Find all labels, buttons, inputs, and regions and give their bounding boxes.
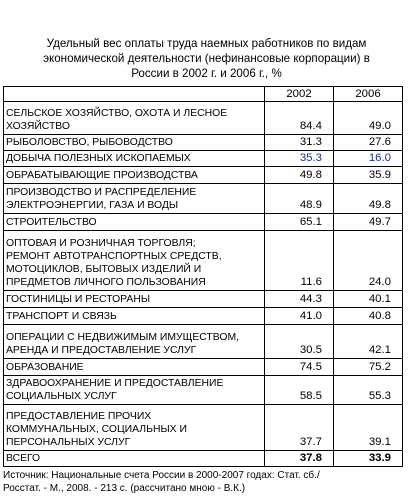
table-row <box>4 405 403 451</box>
value-text: 49.8 <box>368 199 391 211</box>
row-label-line: ОБРАЗОВАНИЕ <box>6 362 84 373</box>
table-row <box>4 376 403 405</box>
value-text: 74.5 <box>299 361 322 373</box>
table-row <box>4 308 403 325</box>
value-text: 31.3 <box>299 136 322 148</box>
total-row <box>4 451 403 467</box>
value-2006 <box>334 102 403 135</box>
value-2006 <box>334 451 403 467</box>
value-2002 <box>265 167 334 184</box>
row-label-line: ОПЕРАЦИИ С НЕДВИЖИМЫМ ИМУЩЕСТВОМ, <box>6 332 239 343</box>
value-2006 <box>334 231 403 291</box>
value-2002 <box>265 184 334 214</box>
value-text: 49.8 <box>299 169 322 181</box>
row-label-line: ЭЛЕКТРОЭНЕРГИИ, ГАЗА И ВОДЫ <box>6 200 179 211</box>
value-text: 75.2 <box>368 361 391 373</box>
title-line: России в 2002 г. и 2006 г., % <box>131 67 282 80</box>
row-label-line: ВСЕГО <box>6 453 41 464</box>
table-row <box>4 102 403 135</box>
value-2006 <box>334 325 403 359</box>
table-row <box>4 325 403 359</box>
value-2006 <box>334 167 403 184</box>
value-2002 <box>265 231 334 291</box>
value-text: 24.0 <box>368 276 391 288</box>
row-label-line: ПРЕДОСТАВЛЕНИЕ ПРОЧИХ <box>6 411 152 422</box>
row-label-line: КОММУНАЛЬНЫХ, СОЦИАЛЬНЫХ И <box>6 424 187 435</box>
column-header-2002: 2002 <box>265 87 334 102</box>
row-label-line: РЕМОНТ АВТОТРАНСПОРТНЫХ СРЕДСТВ, <box>6 251 222 262</box>
title-line: Удельный вес оплаты труда наемных работников по видам <box>46 37 367 50</box>
row-label <box>4 167 265 184</box>
row-label-line: ПЕРСОНАЛЬНЫХ УСЛУГ <box>6 437 131 448</box>
value-2002 <box>265 308 334 325</box>
row-label-line: АРЕНДА И ПРЕДОСТАВЛЕНИЕ УСЛУГ <box>6 345 197 356</box>
table-row <box>4 231 403 291</box>
row-label-line: ТРАНСПОРТ И СВЯЗЬ <box>6 311 117 322</box>
table-row <box>4 359 403 376</box>
value-2002 <box>265 325 334 359</box>
value-text: 11.6 <box>300 276 322 288</box>
value-2006 <box>334 135 403 151</box>
value-text: 49.0 <box>368 120 391 132</box>
value-text: 49.7 <box>368 216 391 228</box>
source-line: Росстат. - М., 2008. - 213 с. (рассчитано мною - В.К.) <box>3 483 246 494</box>
row-label-line: МОТОЦИКЛОВ, БЫТОВЫХ ИЗДЕЛИЙ И <box>6 264 202 275</box>
value-2002 <box>265 405 334 451</box>
value-text: 37.8 <box>299 452 322 464</box>
row-label-line: СТРОИТЕЛЬСТВО <box>6 217 97 228</box>
value-text: 40.8 <box>368 310 391 322</box>
header-label-cell <box>4 87 265 102</box>
column-header-2006: 2006 <box>334 87 403 102</box>
source-note <box>3 469 320 495</box>
value-2002 <box>265 102 334 135</box>
title-line: экономической деятельности (нефинансовые корпорации) в <box>43 52 370 65</box>
row-label <box>4 359 265 376</box>
value-text: 84.4 <box>299 120 322 132</box>
value-text: 35.3 <box>299 152 322 164</box>
table-row <box>4 167 403 184</box>
row-label <box>4 376 265 405</box>
value-text: 42.1 <box>368 344 391 356</box>
value-2006 <box>334 405 403 451</box>
value-text: 37.7 <box>299 436 322 448</box>
row-label <box>4 214 265 231</box>
value-2002 <box>265 451 334 467</box>
value-text: 48.9 <box>299 199 322 211</box>
table-row <box>4 135 403 151</box>
row-label <box>4 405 265 451</box>
value-text: 33.9 <box>368 452 391 464</box>
value-text: 30.5 <box>299 344 322 356</box>
value-text: 58.5 <box>299 390 322 402</box>
row-label-line: ПРЕДМЕТОВ ЛИЧНОГО ПОЛЬЗОВАНИЯ <box>6 277 206 288</box>
value-2002 <box>265 359 334 376</box>
row-label <box>4 135 265 151</box>
row-label-line: ГОСТИНИЦЫ И РЕСТОРАНЫ <box>6 294 151 305</box>
row-label-line: ОПТОВАЯ И РОЗНИЧНАЯ ТОРГОВЛЯ; <box>6 238 196 249</box>
value-text: 40.1 <box>368 293 391 305</box>
table-row <box>4 291 403 308</box>
value-2006 <box>334 291 403 308</box>
table-row <box>4 184 403 214</box>
value-2002 <box>265 376 334 405</box>
value-text: 27.6 <box>368 136 391 148</box>
value-text: 39.1 <box>368 436 391 448</box>
value-text: 44.3 <box>299 293 322 305</box>
row-label <box>4 291 265 308</box>
value-2006 <box>334 308 403 325</box>
value-2002 <box>265 135 334 151</box>
data-table <box>3 86 403 467</box>
source-line: Источник: Национальные счета России в 2000-2007 годах: Стат. сб./ <box>3 470 320 481</box>
row-label <box>4 308 265 325</box>
row-label-line: ПРОИЗВОДСТВО И РАСПРЕДЕЛЕНИЕ <box>6 187 197 198</box>
row-label <box>4 231 265 291</box>
value-2006 <box>334 376 403 405</box>
row-label-line: РЫБОЛОВСТВО, РЫБОВОДСТВО <box>6 137 173 148</box>
table-row <box>4 214 403 231</box>
row-label <box>4 325 265 359</box>
row-label-line: СОЦИАЛЬНЫХ УСЛУГ <box>6 391 117 402</box>
value-text: 35.9 <box>368 169 391 181</box>
value-text: 16.0 <box>368 152 391 164</box>
value-2006 <box>334 359 403 376</box>
value-2006 <box>334 184 403 214</box>
table-title <box>0 36 413 81</box>
row-label <box>4 102 265 135</box>
value-2002 <box>265 291 334 308</box>
value-2006 <box>334 151 403 167</box>
header-row <box>4 87 403 102</box>
row-label <box>4 184 265 214</box>
row-label-line: ДОБЫЧА ПОЛЕЗНЫХ ИСКОПАЕМЫХ <box>6 153 191 164</box>
row-label-line: ЗДРАВООХРАНЕНИЕ И ПРЕДОСТАВЛЕНИЕ <box>6 378 224 389</box>
value-2002 <box>265 214 334 231</box>
table-row <box>4 151 403 167</box>
value-text: 41.0 <box>299 310 322 322</box>
row-label-line: СЕЛЬСКОЕ ХОЗЯЙСТВО, ОХОТА И ЛЕСНОЕ <box>6 108 228 119</box>
value-2006 <box>334 214 403 231</box>
value-text: 65.1 <box>299 216 322 228</box>
row-label <box>4 451 265 467</box>
row-label-line: ХОЗЯЙСТВО <box>6 121 70 132</box>
value-2002 <box>265 151 334 167</box>
row-label <box>4 151 265 167</box>
row-label-line: ОБРАБАТЫВАЮЩИЕ ПРОИЗВОДСТВА <box>6 170 198 181</box>
value-text: 55.3 <box>368 390 391 402</box>
